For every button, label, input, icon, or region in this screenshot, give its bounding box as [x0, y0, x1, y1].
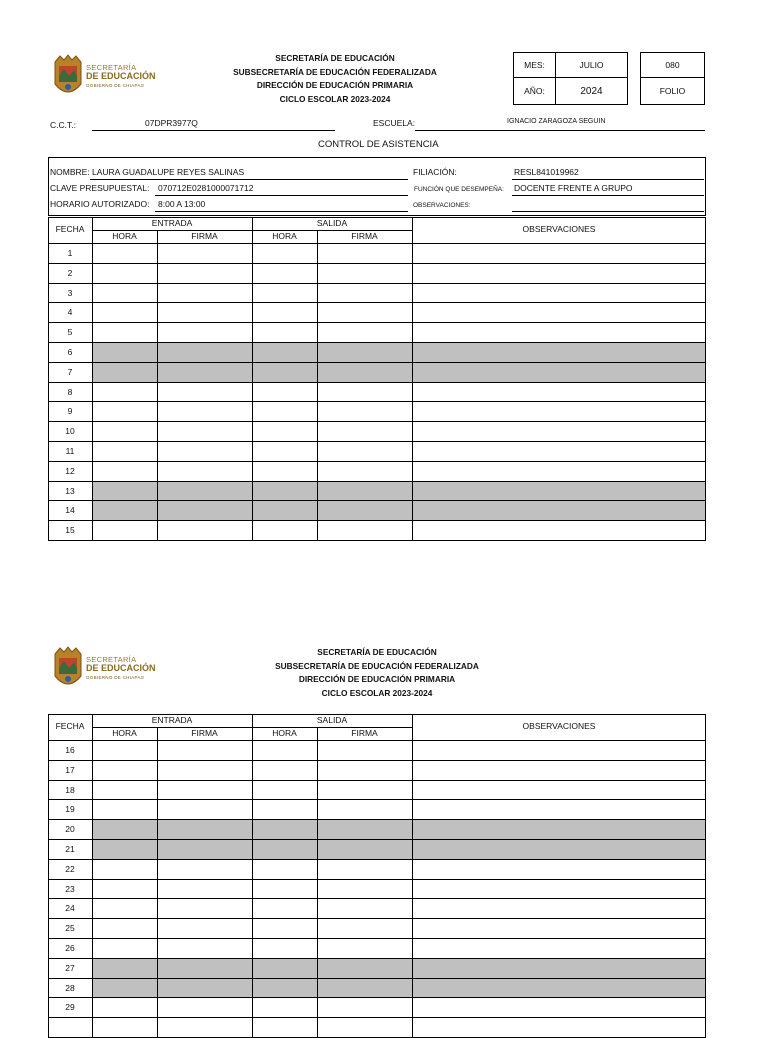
- day-number: 6: [67, 347, 73, 357]
- coat-of-arms-icon: [52, 54, 84, 100]
- column-divider: [412, 217, 413, 540]
- funcion-underline: [512, 195, 704, 196]
- nombre-label: NOMBRE:: [50, 167, 90, 177]
- row-divider: [48, 978, 706, 979]
- header-firma-salida: FIRMA: [351, 728, 378, 738]
- escuela-value: IGNACIO ZARAGOZA SEGUIN: [507, 118, 606, 125]
- header-firma-salida: FIRMA: [351, 231, 378, 241]
- day-number: 14: [65, 505, 75, 516]
- header-firma-entrada: FIRMA: [191, 728, 218, 738]
- row-divider: [48, 780, 706, 781]
- day-number: 9: [67, 406, 73, 417]
- mes-label: MES:: [524, 60, 545, 70]
- logo-line-3: GOBIERNO DE CHIAPAS: [86, 83, 145, 88]
- mes-label-box: [513, 52, 556, 78]
- row-divider: [48, 243, 706, 244]
- row-divider: [48, 421, 706, 422]
- day-number: 7: [67, 366, 73, 377]
- header-hora-salida: HORA: [272, 231, 297, 241]
- row-divider: [48, 441, 706, 442]
- anio-label: AÑO:: [524, 86, 545, 96]
- table-border: [48, 714, 706, 1038]
- row-divider: [48, 839, 706, 840]
- day-number: 21: [65, 844, 75, 854]
- row-divider: [48, 898, 706, 899]
- mes-value-box: [555, 52, 628, 78]
- day-number: 12: [65, 465, 75, 476]
- day-number: 3: [67, 287, 73, 298]
- header-salida: SALIDA: [316, 715, 348, 725]
- column-divider: [412, 714, 413, 1037]
- day-number: 28: [65, 982, 75, 993]
- cct-underline: [92, 130, 335, 131]
- header-hora-entrada: HORA: [112, 728, 137, 738]
- header-line: SUBSECRETARÍA DE EDUCACIÓN FEDERALIZADA: [275, 660, 479, 671]
- column-divider: [92, 217, 93, 540]
- logo: [52, 54, 154, 102]
- row-divider: [48, 958, 706, 959]
- folio-label-box: [640, 77, 705, 105]
- form-title: CONTROL DE ASISTENCIA: [318, 139, 439, 150]
- row-divider: [48, 302, 706, 303]
- column-divider: [252, 714, 253, 1037]
- column-divider: [157, 230, 158, 540]
- column-divider: [92, 714, 93, 1037]
- day-number: 16: [65, 745, 75, 755]
- day-number: 11: [65, 446, 75, 456]
- day-number: 13: [65, 485, 75, 496]
- coat-of-arms-icon: [52, 646, 84, 692]
- clave-underline: [155, 195, 408, 196]
- row-divider: [48, 1017, 706, 1018]
- funcion-value: DOCENTE FRENTE A GRUPO: [514, 183, 633, 193]
- header-entrada: ENTRADA: [151, 218, 193, 228]
- logo-line-1: SECRETARÍA: [86, 63, 137, 72]
- logo-line-2: DE EDUCACIÓN: [86, 663, 156, 673]
- header-line: SECRETARÍA DE EDUCACIÓN: [317, 647, 437, 657]
- header-line: DIRECCIÓN DE EDUCACIÓN PRIMARIA: [298, 674, 456, 684]
- day-number: 10: [65, 426, 75, 437]
- row-divider: [48, 283, 706, 284]
- day-number: 22: [65, 863, 75, 874]
- day-number: 1: [67, 248, 73, 258]
- logo-line-1: SECRETARÍA: [86, 655, 137, 664]
- row-divider: [48, 362, 706, 363]
- cct-value: 07DPR3977Q: [145, 118, 198, 128]
- row-divider: [48, 500, 706, 501]
- header-entrada: ENTRADA: [151, 715, 193, 725]
- header-fecha: FECHA: [55, 224, 85, 234]
- escuela-underline: [415, 130, 705, 131]
- row-divider: [48, 938, 706, 939]
- day-number: 19: [65, 804, 75, 815]
- row-divider: [48, 401, 706, 402]
- header-line: SECRETARÍA DE EDUCACIÓN: [275, 53, 395, 63]
- header-hora-salida: HORA: [272, 728, 297, 738]
- filiacion-underline: [512, 179, 704, 180]
- anio-label-box: [513, 77, 556, 105]
- document-header: [215, 52, 455, 106]
- row-divider: [48, 819, 706, 820]
- header-firma-entrada: FIRMA: [191, 231, 218, 241]
- table-border: [48, 217, 706, 541]
- row-divider: [48, 879, 706, 880]
- row-divider: [48, 481, 706, 482]
- column-divider: [157, 727, 158, 1037]
- clave-value: 070712E0281000071712: [158, 183, 254, 193]
- horario-underline: [155, 211, 408, 212]
- header-line: CICLO ESCOLAR 2023-2024: [279, 93, 391, 104]
- logo: [52, 646, 154, 694]
- folio-label: FOLIO: [659, 86, 686, 96]
- header-line: SUBSECRETARÍA DE EDUCACIÓN FEDERALIZADA: [233, 66, 437, 77]
- filiacion-value: RESL841019962: [514, 167, 579, 177]
- day-number: 23: [65, 883, 75, 894]
- header-fecha: FECHA: [55, 721, 85, 731]
- day-number: 5: [67, 327, 73, 338]
- cct-label: C.C.T.:: [50, 120, 76, 130]
- row-divider: [48, 740, 706, 741]
- mes-value: JULIO: [579, 60, 604, 70]
- header-hora-entrada: HORA: [112, 231, 137, 241]
- nombre-underline: [90, 179, 408, 180]
- observaciones-underline: [512, 211, 704, 212]
- column-divider: [252, 217, 253, 540]
- row-divider: [48, 859, 706, 860]
- day-number: 26: [65, 943, 75, 953]
- row-divider: [48, 997, 706, 998]
- day-number: 25: [65, 923, 75, 934]
- row-divider: [48, 342, 706, 343]
- row-divider: [48, 760, 706, 761]
- day-number: 24: [65, 903, 75, 914]
- header-line: DIRECCIÓN DE EDUCACIÓN PRIMARIA: [256, 80, 414, 90]
- row-divider: [48, 799, 706, 800]
- day-number: 29: [65, 1002, 75, 1013]
- escuela-label: ESCUELA:: [373, 118, 416, 128]
- horario-value: 8:00 A 13:00: [158, 199, 206, 209]
- column-divider: [317, 727, 318, 1037]
- nombre-value: LAURA GUADALUPE REYES SALINAS: [92, 167, 245, 177]
- clave-label: CLAVE PRESUPUESTAL:: [50, 183, 150, 193]
- day-number: 4: [67, 307, 73, 318]
- anio-value-box: [555, 77, 628, 105]
- column-divider: [317, 230, 318, 540]
- row-divider: [48, 520, 706, 521]
- logo-line-3: GOBIERNO DE CHIAPAS: [86, 675, 145, 680]
- header-observaciones: OBSERVACIONES: [522, 721, 596, 731]
- day-number: 8: [67, 386, 73, 397]
- row-divider: [48, 918, 706, 919]
- anio-value: 2024: [580, 85, 603, 97]
- day-number: 17: [65, 764, 75, 775]
- day-number: 27: [65, 962, 75, 973]
- observaciones-label: OBSERVACIONES:: [413, 202, 471, 209]
- header-line: CICLO ESCOLAR 2023-2024: [321, 687, 433, 698]
- folio-number-box: [640, 52, 705, 78]
- logo-line-2: DE EDUCACIÓN: [86, 71, 156, 81]
- header-observaciones: OBSERVACIONES: [522, 224, 596, 234]
- horario-label: HORARIO AUTORIZADO:: [50, 199, 150, 209]
- folio-number: 080: [665, 60, 680, 70]
- row-divider: [48, 382, 706, 383]
- day-number: 20: [65, 824, 75, 835]
- funcion-label: FUNCIÓN QUE DESEMPEÑA:: [414, 186, 504, 193]
- header-salida: SALIDA: [316, 218, 348, 228]
- document-header: [257, 646, 497, 700]
- filiacion-label: FILIACIÓN:: [413, 167, 457, 177]
- day-number: 15: [65, 525, 75, 536]
- row-divider: [48, 263, 706, 264]
- row-divider: [48, 322, 706, 323]
- day-number: 2: [67, 267, 73, 278]
- row-divider: [48, 461, 706, 462]
- day-number: 18: [65, 784, 75, 795]
